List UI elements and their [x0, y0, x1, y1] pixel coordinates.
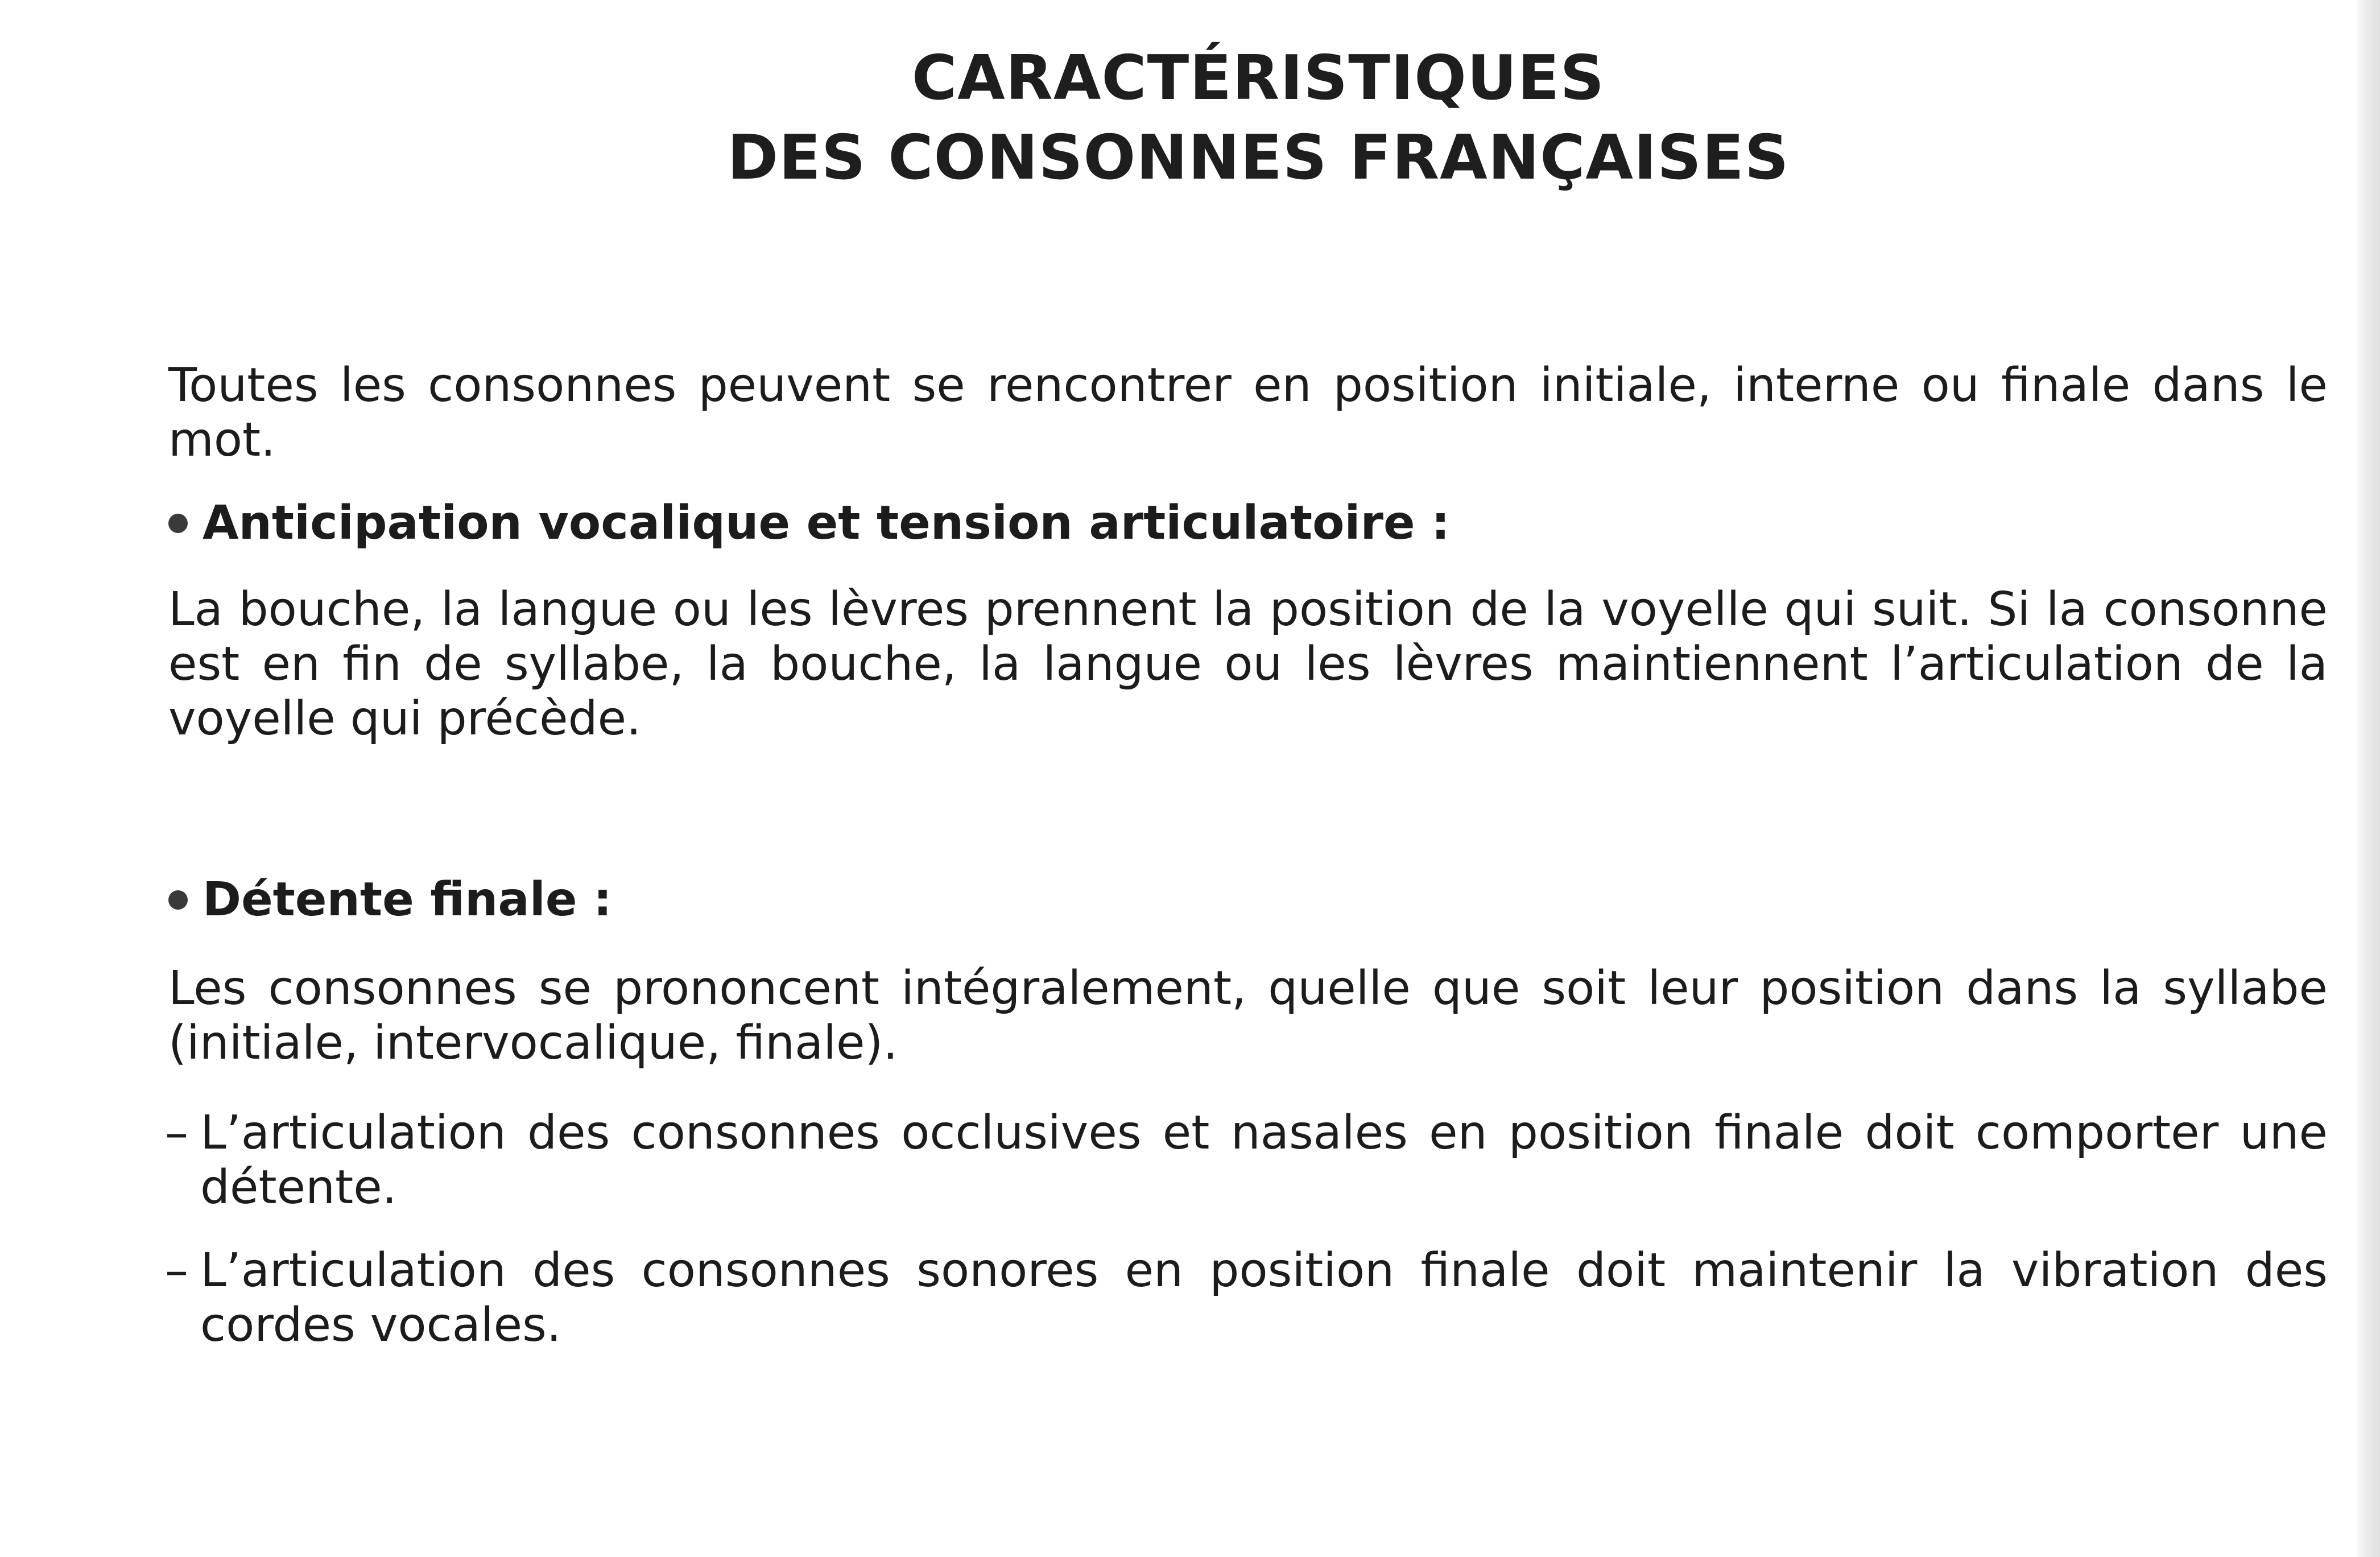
dash-marker: – [165, 1244, 188, 1298]
dash-marker: – [165, 1106, 188, 1160]
page-title-line-1: CARACTÉRISTIQUES [911, 43, 1605, 114]
intro-paragraph: Toutes les consonnes peuvent se rencontrer en position initiale, interne ou finale dans le mot. [168, 358, 2328, 467]
bullet-icon [168, 890, 188, 910]
section-heading-detente [168, 873, 2273, 927]
scan-edge-shadow [2357, 0, 2380, 1557]
list-item-text: L’articulation des consonnes sonores en position finale doit maintenir la vibration des cordes vocales. [200, 1244, 2328, 1352]
list-item-text: L’articulation des consonnes occlusives et nasales en position finale doit comporter une détente. [200, 1106, 2328, 1215]
anticipation-paragraph: La bouche, la langue ou les lèvres prennent la position de la voyelle qui suit. Si la consonne est en fin de syllabe, la bouche, la langue ou les lèvres maintiennent l’articulation de la voyelle qui précède. [168, 583, 2328, 746]
list-item [165, 1106, 2328, 1215]
section-heading-text: Anticipation vocalique et tension articulatoire : [203, 496, 1450, 550]
list-item [165, 1244, 2328, 1353]
section-heading-anticipation [168, 496, 2273, 551]
detente-paragraph: Les consonnes se prononcent intégralement, quelle que soit leur position dans la syllabe (initiale, intervocalique, finale). [168, 961, 2328, 1070]
section-heading-text: Détente finale : [203, 873, 612, 927]
page-title-line-2: DES CONSONNES FRANÇAISES [727, 122, 1790, 193]
bullet-icon [168, 514, 188, 533]
